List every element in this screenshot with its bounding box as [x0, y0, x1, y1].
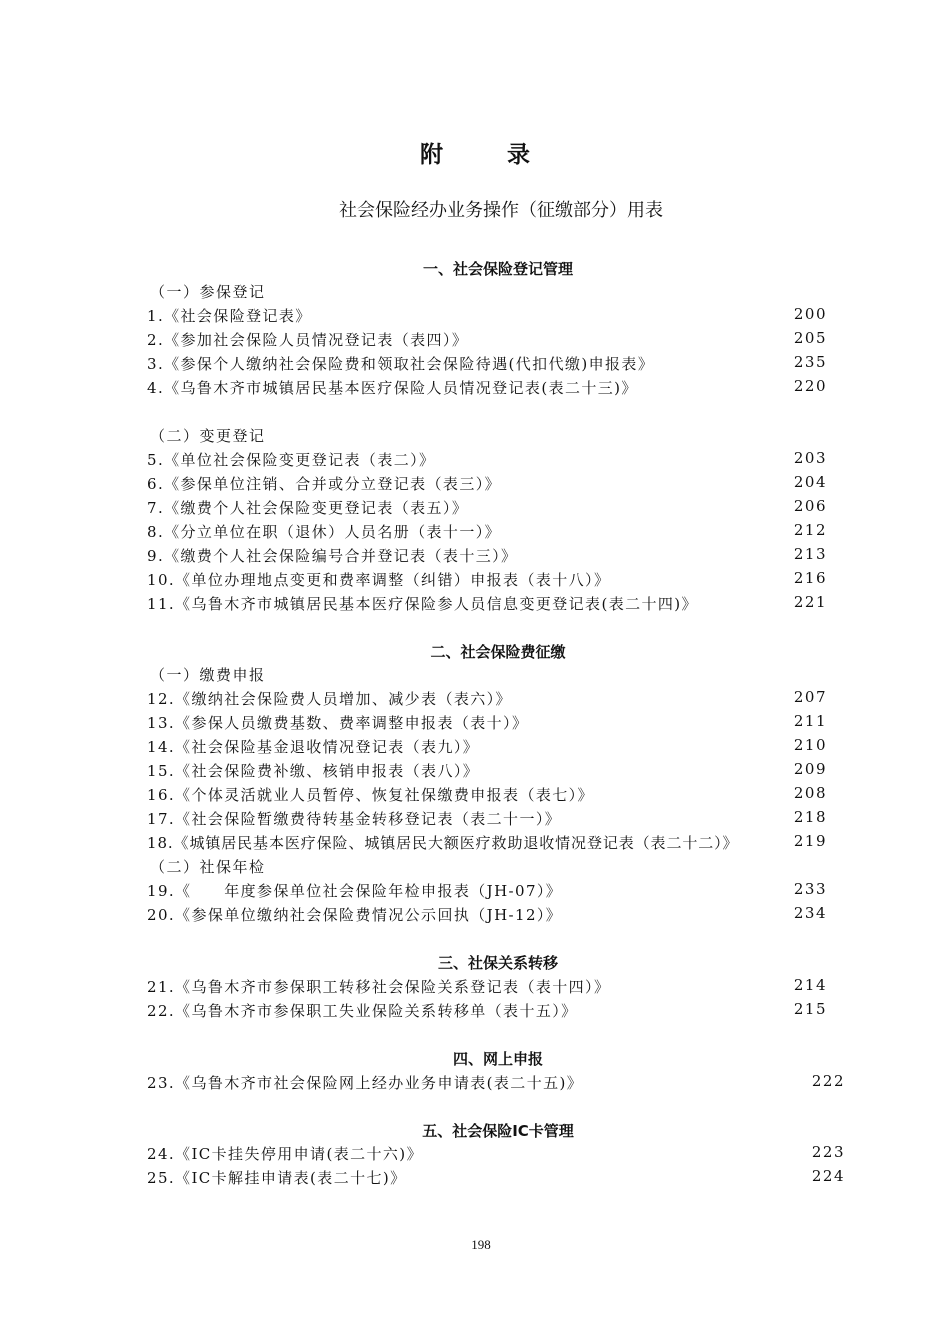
toc-entry	[147, 473, 827, 495]
toc-entry-page: 220	[793, 377, 827, 395]
toc-entry-page: 206	[793, 497, 827, 515]
toc-entry-title: 21.《乌鲁木齐市参保职工转移社会保险关系登记表（表十四）》	[147, 978, 611, 996]
toc-entry-title: 14.《社会保险基金退收情况登记表（表九）》	[147, 738, 480, 756]
toc-entry-title: 10.《单位办理地点变更和费率调整（纠错）申报表（表十八）》	[147, 571, 611, 589]
toc-entry-page: 234	[793, 904, 827, 922]
toc-entry-title: 8.《分立单位在职（退休）人员名册（表十一）》	[147, 523, 502, 541]
toc-entry-page: 223	[811, 1143, 845, 1161]
toc-entry	[147, 353, 827, 375]
toc-entry-title: 17.《社会保险暂缴费待转基金转移登记表（表二十一）》	[147, 810, 562, 828]
toc-entry	[147, 521, 827, 543]
toc-entry-title: 5.《单位社会保险变更登记表（表二）》	[147, 451, 436, 469]
toc-entry-title: 22.《乌鲁木齐市参保职工失业保险关系转移单（表十五）》	[147, 1002, 578, 1020]
toc-entry-title: 1.《社会保险登记表》	[147, 307, 312, 325]
toc-entry-page: 233	[793, 880, 827, 898]
toc-entry-page: 218	[793, 808, 827, 826]
toc-entry	[147, 305, 827, 327]
toc-entry	[147, 688, 827, 710]
toc-entry-title: 16.《个体灵活就业人员暂停、恢复社保缴费申报表（表七）》	[147, 786, 594, 804]
toc-entry-title: 2.《参加社会保险人员情况登记表（表四）》	[147, 331, 469, 349]
toc-entry-page: 200	[793, 305, 827, 323]
toc-entry	[147, 760, 827, 782]
toc-entry	[147, 904, 827, 926]
toc-entry	[147, 497, 827, 519]
toc-entry	[147, 880, 827, 902]
toc-entry-page: 224	[811, 1167, 845, 1185]
toc-entry-title: 7.《缴费个人社会保险变更登记表（表五）》	[147, 499, 469, 517]
toc-entry-page: 211	[793, 712, 827, 730]
toc-entry	[147, 569, 827, 591]
toc-entry-page: 221	[793, 593, 827, 611]
toc-entry-title: 20.《参保单位缴纳社会保险费情况公示回执（JH-12）》	[147, 906, 563, 924]
toc-entry-page: 204	[793, 473, 827, 491]
toc-entry-title: 24.《IC卡挂失停用申请(表二十六)》	[147, 1145, 423, 1163]
toc-entry	[147, 449, 827, 471]
toc-entry-page: 213	[793, 545, 827, 563]
toc-entry-page: 207	[793, 688, 827, 706]
toc-entry	[147, 1000, 827, 1022]
toc-entry-page: 208	[793, 784, 827, 802]
toc-entry	[147, 1167, 845, 1189]
toc-entry-page: 209	[793, 760, 827, 778]
toc-entry	[147, 976, 827, 998]
toc-entry-title: 9.《缴费个人社会保险编号合并登记表（表十三）》	[147, 547, 518, 565]
toc-entry-title: 25.《IC卡解挂申请表(表二十七)》	[147, 1169, 407, 1187]
toc-entry-page: 212	[793, 521, 827, 539]
section-heading: 五、社会保险IC卡管理	[422, 1122, 574, 1140]
toc-entry-title: 15.《社会保险费补缴、核销申报表（表八）》	[147, 762, 480, 780]
toc-entry-title: 19.《 年度参保单位社会保险年检申报表（JH-07）》	[147, 882, 563, 900]
toc-entry-title: 6.《参保单位注销、合并或分立登记表（表三）》	[147, 475, 502, 493]
toc-entry-page: 222	[811, 1072, 845, 1090]
subsection-heading: （一）缴费申报	[150, 666, 266, 684]
toc-entry	[147, 712, 827, 734]
toc-entry-page: 216	[793, 569, 827, 587]
subsection-heading: （二）社保年检	[150, 858, 266, 876]
toc-entry	[147, 329, 827, 351]
section-heading: 二、社会保险费征缴	[430, 643, 566, 661]
toc-entry-page: 203	[793, 449, 827, 467]
section-heading: 三、社保关系转移	[437, 954, 558, 972]
toc-entry	[147, 808, 827, 830]
subsection-heading: （一）参保登记	[150, 283, 266, 301]
toc-entry-page: 205	[793, 329, 827, 347]
toc-entry	[147, 1143, 845, 1165]
toc-entry-title: 4.《乌鲁木齐市城镇居民基本医疗保险人员情况登记表(表二十三)》	[147, 379, 638, 397]
section-heading: 一、社会保险登记管理	[422, 260, 573, 278]
toc-entry	[147, 832, 827, 854]
toc-entry	[147, 377, 827, 399]
page-subtitle: 社会保险经办业务操作（征缴部分）用表	[339, 200, 663, 221]
toc-entry-title: 23.《乌鲁木齐市社会保险网上经办业务申请表(表二十五)》	[147, 1074, 584, 1092]
toc-entry-title: 12.《缴纳社会保险费人员增加、减少表（表六）》	[147, 690, 512, 708]
toc-entry-page: 215	[793, 1000, 827, 1018]
section-heading: 四、网上申报	[452, 1050, 543, 1068]
page-number: 198	[471, 1237, 491, 1252]
toc-entry	[147, 545, 827, 567]
toc-entry	[147, 593, 827, 615]
page-title: 附 录	[419, 142, 558, 168]
toc-entry	[147, 1072, 845, 1094]
toc-entry-page: 214	[793, 976, 827, 994]
toc-entry-page: 235	[793, 353, 827, 371]
toc-entry-title: 11.《乌鲁木齐市城镇居民基本医疗保险参人员信息变更登记表(表二十四)》	[147, 595, 698, 613]
subsection-heading: （二）变更登记	[150, 427, 266, 445]
toc-entry-page: 210	[793, 736, 827, 754]
toc-entry-title: 3.《参保个人缴纳社会保险费和领取社会保险待遇(代扣代缴)申报表》	[147, 355, 655, 373]
toc-entry-page: 219	[793, 832, 827, 850]
toc-entry-title: 18.《城镇居民基本医疗保险、城镇居民大额医疗救助退收情况登记表（表二十二）》	[147, 834, 739, 852]
toc-entry	[147, 736, 827, 758]
toc-entry-title: 13.《参保人员缴费基数、费率调整申报表（表十）》	[147, 714, 529, 732]
toc-entry	[147, 784, 827, 806]
